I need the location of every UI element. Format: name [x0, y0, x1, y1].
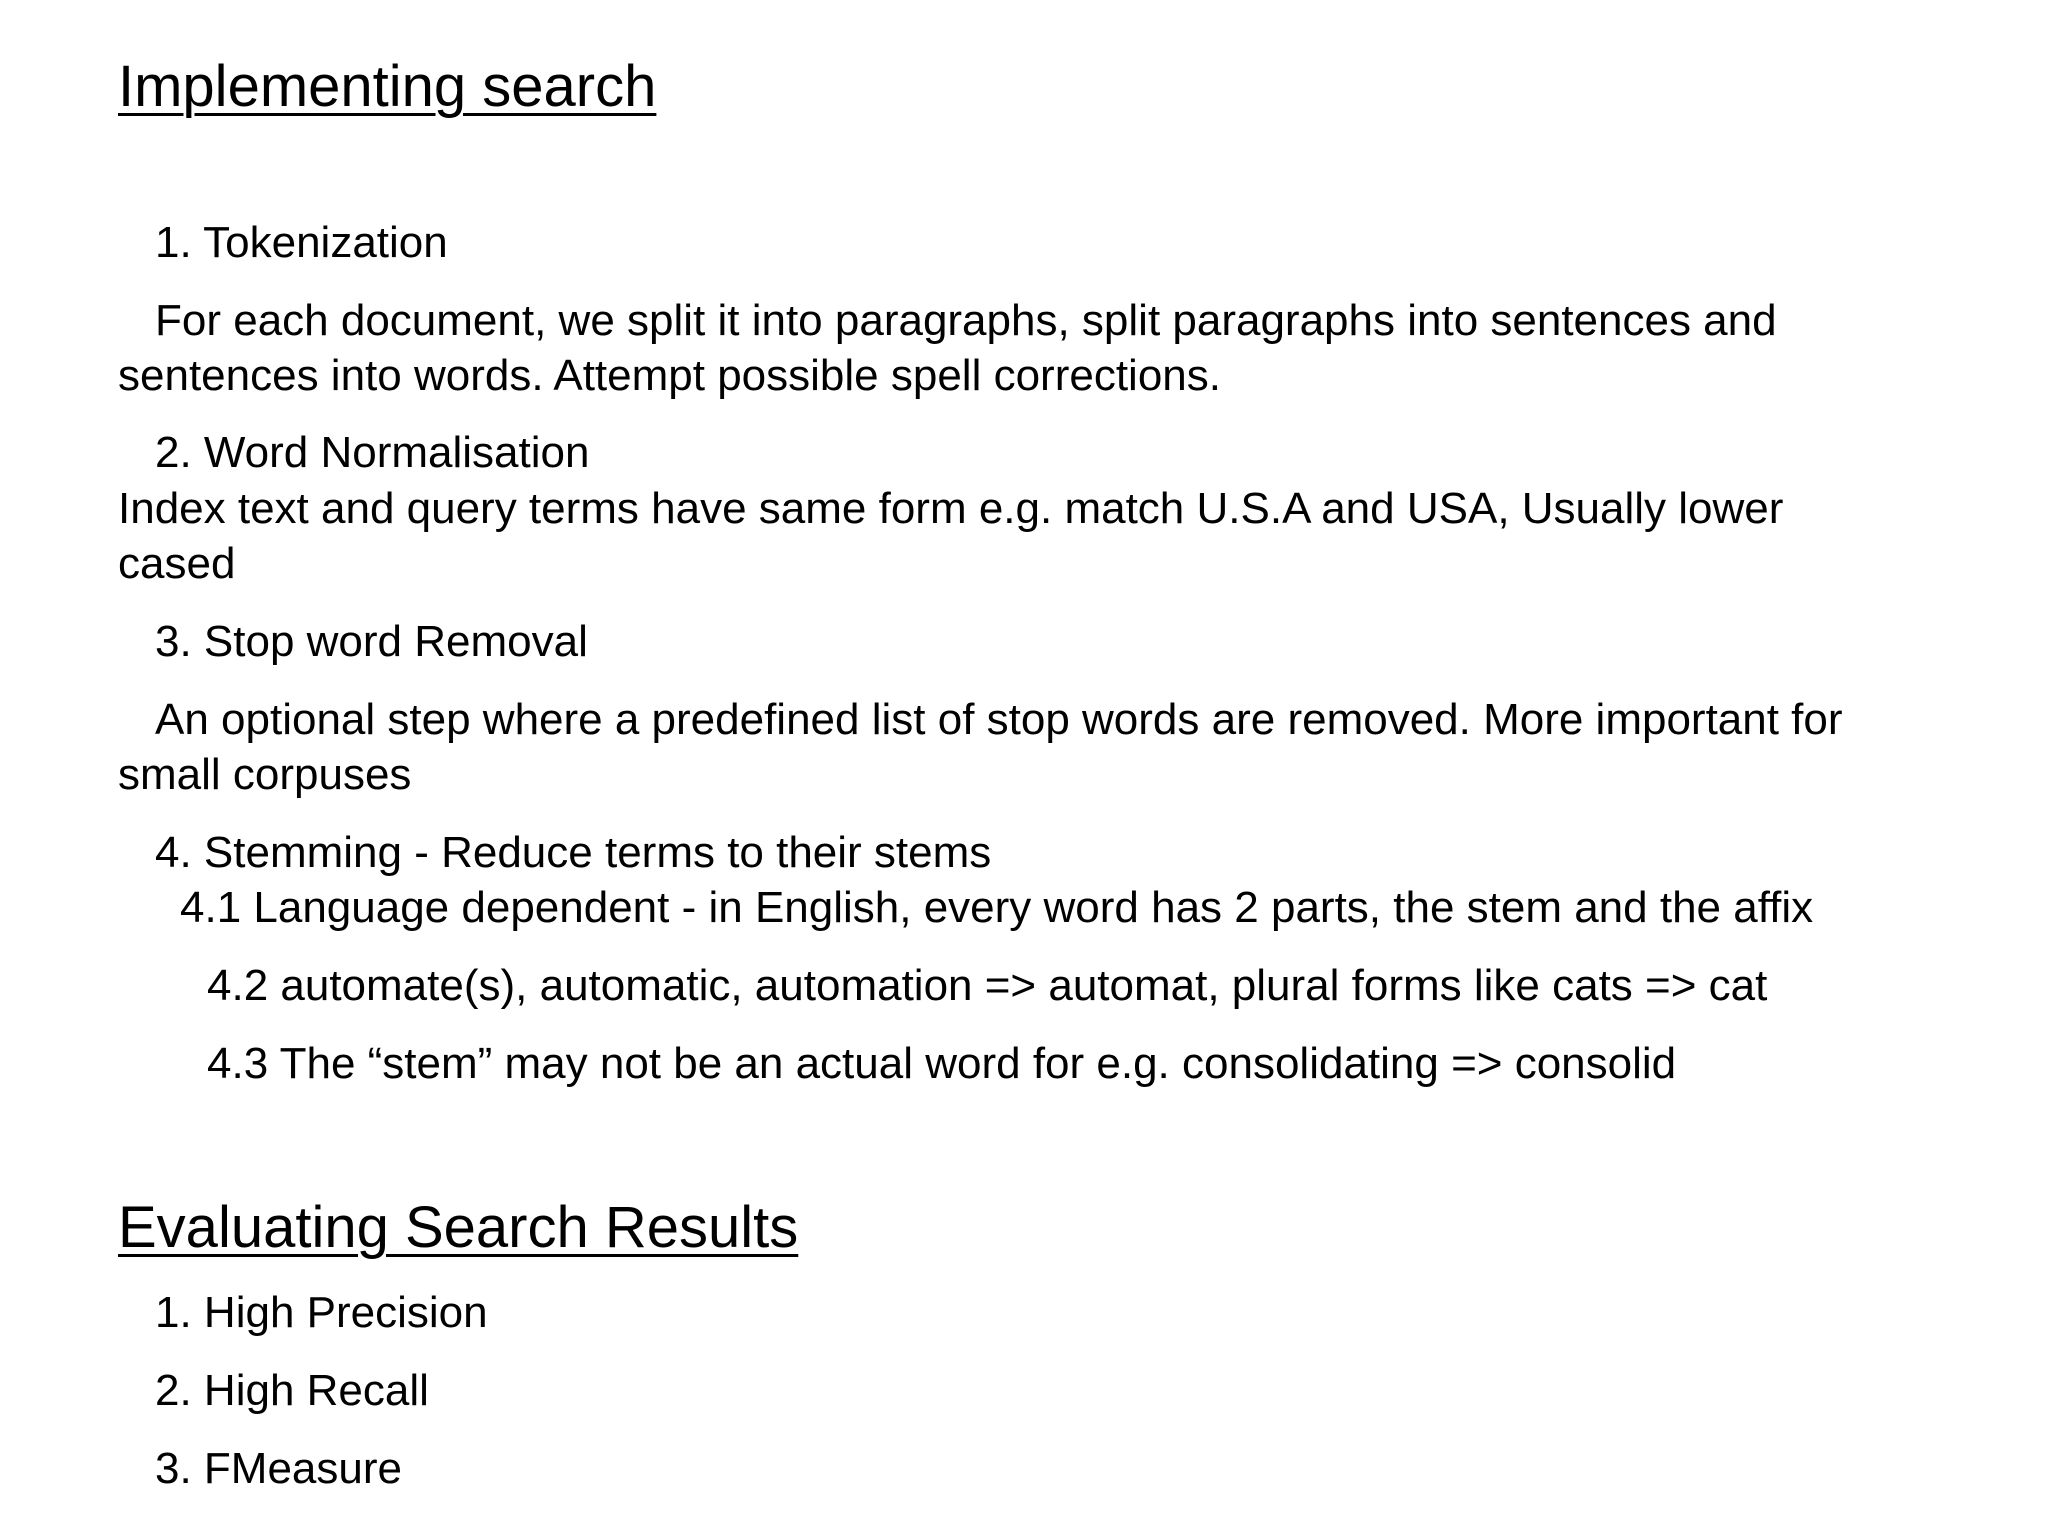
stemming-subitem-4-2: 4.2 automate(s), automatic, automation => automat, plural forms like cats => cat: [207, 961, 1768, 1010]
stemming-subitem-4-1: 4.1 Language dependent - in English, every word has 2 parts, the stem and the affix: [180, 883, 1814, 932]
section-heading-implementing-search: Implementing search: [118, 54, 657, 119]
list-item-stop-word-removal: 3. Stop word Removal: [155, 617, 588, 666]
list-item-high-precision: 1. High Precision: [155, 1288, 488, 1337]
list-item-fmeasure: 3. FMeasure: [155, 1444, 402, 1493]
list-item-stemming: 4. Stemming - Reduce terms to their stems: [155, 828, 992, 877]
stemming-subitem-4-3: 4.3 The “stem” may not be an actual word for e.g. consolidating => consolid: [207, 1039, 1677, 1088]
list-item-word-normalisation: 2. Word Normalisation: [155, 428, 590, 477]
stop-word-removal-description-line-1: An optional step where a predefined list of stop words are removed. More important for: [155, 695, 1843, 744]
stop-word-removal-description-line-2: small corpuses: [118, 750, 412, 799]
word-normalisation-description-line-2: cased: [118, 539, 236, 588]
tokenization-description-line-1: For each document, we split it into paragraphs, split paragraphs into sentences and: [155, 296, 1777, 345]
list-item-high-recall: 2. High Recall: [155, 1366, 429, 1415]
section-heading-evaluating-search-results: Evaluating Search Results: [118, 1195, 799, 1260]
word-normalisation-description-line-1: Index text and query terms have same form e.g. match U.S.A and USA, Usually lower: [118, 484, 1784, 533]
list-item-tokenization: 1. Tokenization: [155, 218, 448, 267]
tokenization-description-line-2: sentences into words. Attempt possible spell corrections.: [118, 351, 1221, 400]
